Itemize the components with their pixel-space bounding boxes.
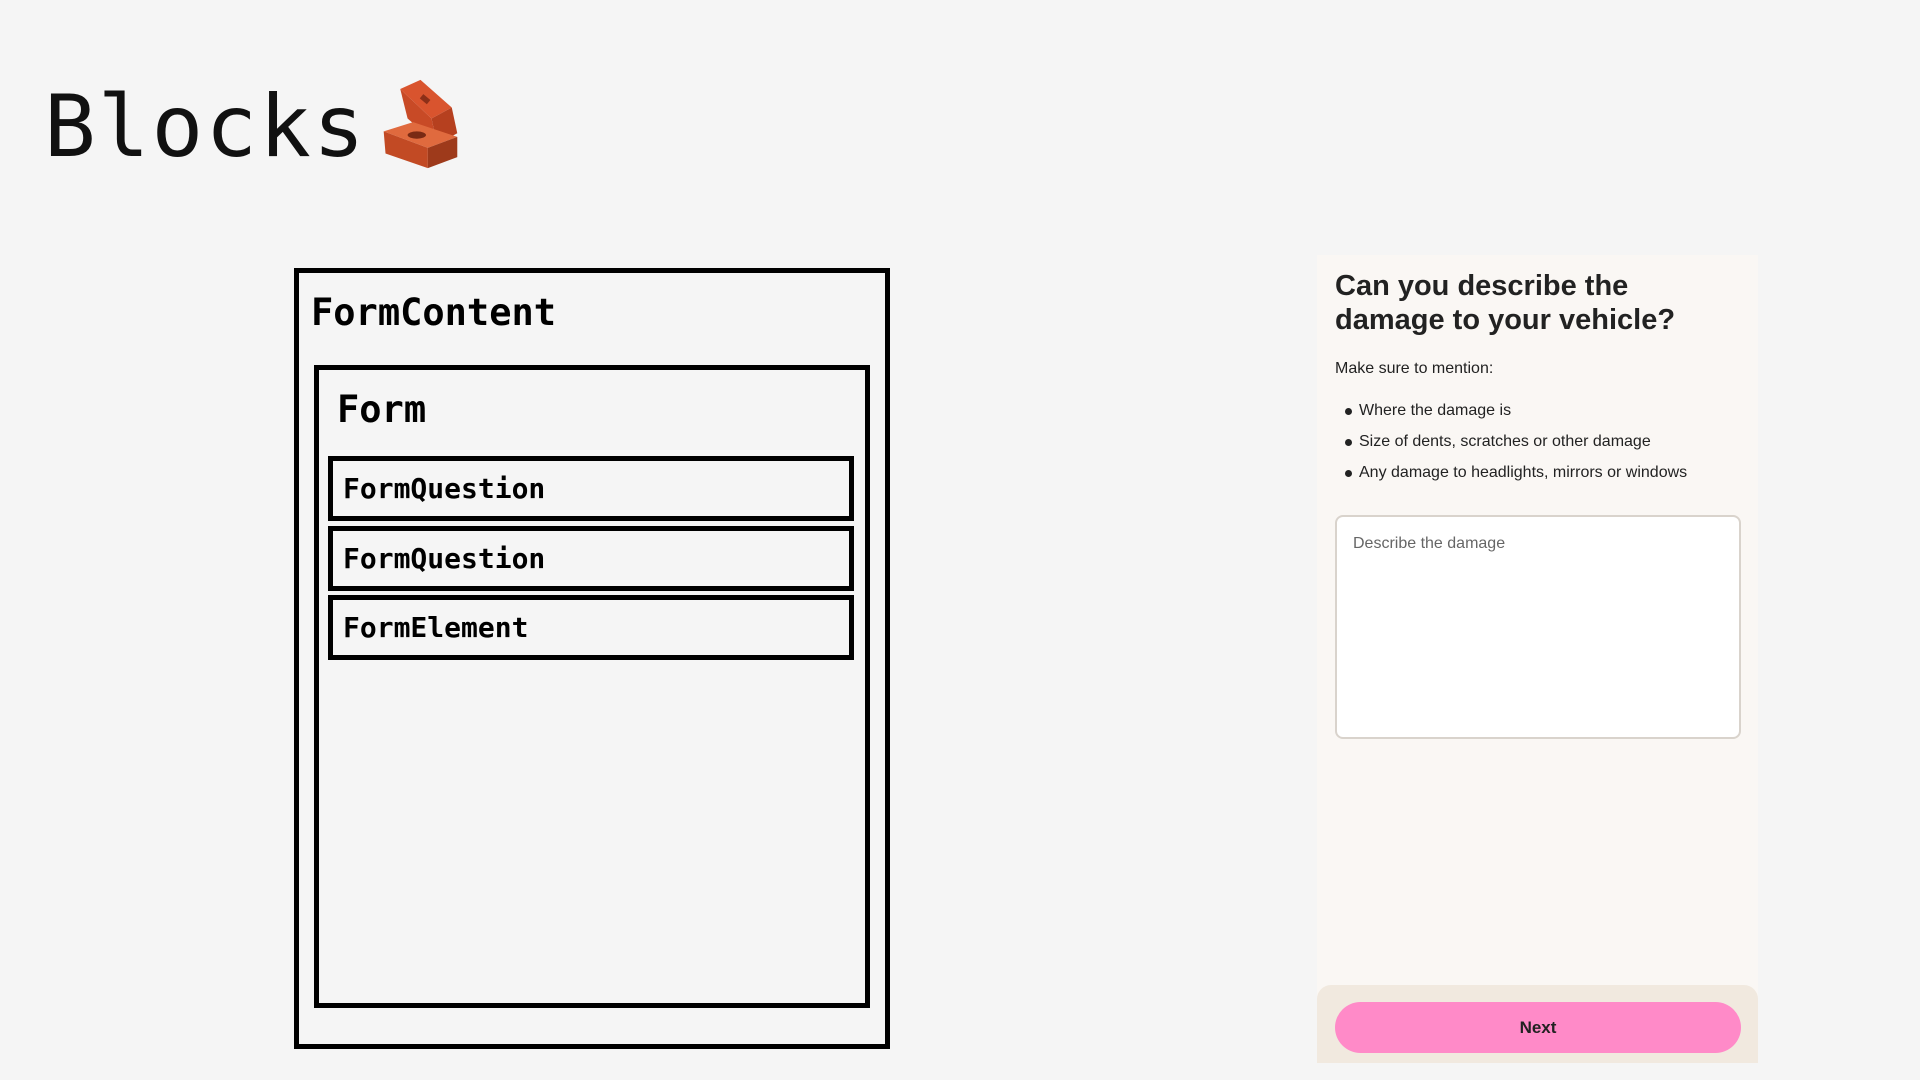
mention-list — [1335, 395, 1687, 488]
slide-title: Blocks — [44, 77, 367, 177]
damage-description-input[interactable] — [1335, 515, 1741, 739]
formquestion-label: FormQuestion — [343, 472, 546, 505]
formquestion-block — [328, 456, 854, 521]
mention-intro: Make sure to mention: — [1335, 360, 1494, 377]
mention-item: Any damage to headlights, mirrors or windows — [1335, 457, 1687, 488]
form-footer — [1317, 985, 1758, 1063]
formquestion-label: FormQuestion — [343, 542, 546, 575]
mention-item: Size of dents, scratches or other damage — [1335, 426, 1687, 457]
formcontent-label: FormContent — [311, 291, 557, 334]
form-preview — [1317, 255, 1758, 1063]
brick-icon — [380, 78, 472, 170]
mention-item: Where the damage is — [1335, 395, 1687, 426]
question-title: Can you describe the damage to your vehicle? — [1335, 270, 1676, 336]
form-label: Form — [337, 388, 427, 431]
formelement-label: FormElement — [343, 611, 529, 644]
formquestion-block — [328, 526, 854, 591]
formelement-block — [328, 595, 854, 660]
next-button[interactable]: Next — [1335, 1002, 1741, 1053]
